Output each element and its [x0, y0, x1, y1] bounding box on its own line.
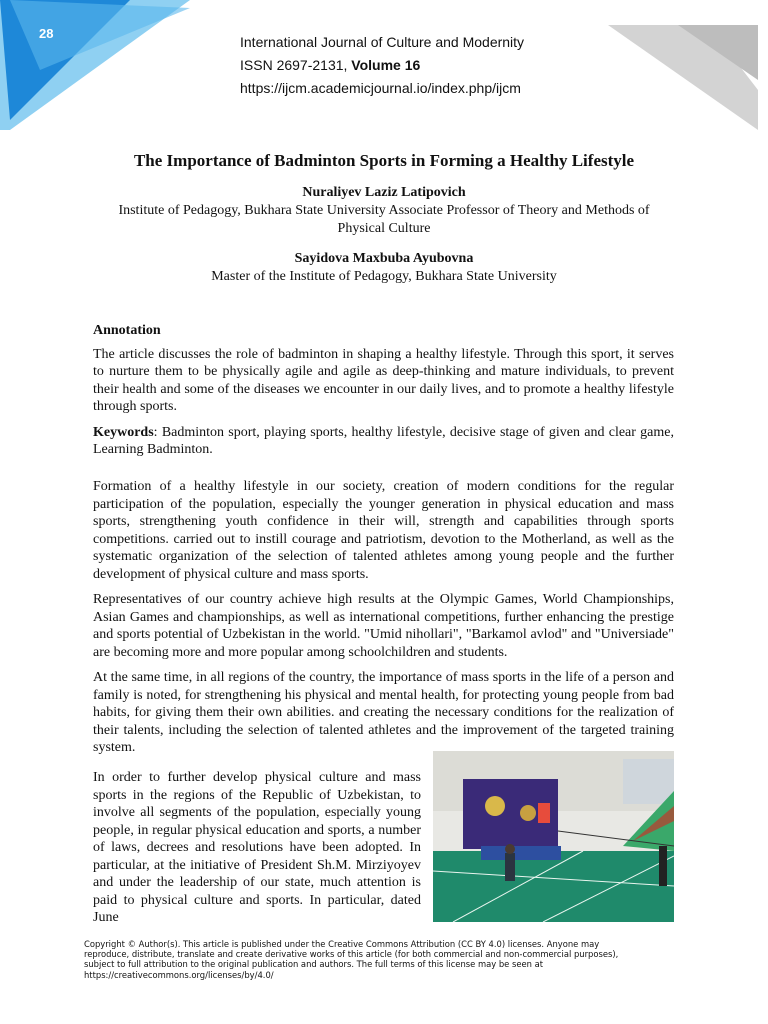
annotation-text: The article discusses the role of badminton in shaping a healthy lifestyle. Through this sport, it serves to nurture them to be physically agile and agile as deep-thinking and mature individuals, to prevent their health and some of the diseases we encounter in our daily lives, and to promote a healthy lifestyle through sports. — [93, 346, 674, 414]
paragraph: At the same time, in all regions of the country, the importance of mass sports in the life of a person and family is noted, for strengthening his physical and mental health, for protecting young people from bad habits, for giving them their own abilities. and creating the necessary conditions for the realization of their talents, including the selection of talented athletes and the improvement of the targeted training system. — [93, 670, 674, 755]
badminton-hall-photo — [433, 751, 674, 922]
article-title: The Importance of Badminton Sports in Forming a Healthy Lifestyle — [133, 151, 635, 170]
paragraph-wrapped: In order to further develop physical culture and mass sports in the regions of the Republic of Uzbekistan, to involve all segments of the population, especially young people, in regular physical education and sports, a number of laws, decrees and resolutions have been adopted. In particular, at the initiative of President Sh.M. Mirziyoyev and under the leadership of our state, much attention is paid to physical culture and sports. In particular, dated June — [93, 770, 421, 925]
body-text — [93, 478, 674, 757]
keywords-label: Keywords — [93, 424, 154, 440]
author-name: Sayidova Maxbuba Ayubovna — [294, 251, 474, 266]
paragraph: Formation of a healthy lifestyle in our society, creation of modern conditions for the regular participation of the population, especially the younger generation in physical education and mass sports, strengthening youth confidence in their will, strength and capabilities through sports competitions. carried out to instill courage and patriotism, devotion to the Motherland, as well as the systematic organization of the selection of talented athletes among young people and the further development of physical culture and mass sports. — [93, 479, 674, 582]
keywords — [93, 424, 674, 459]
author-affiliation: Master of the Institute of Pedagogy, Bukhara State University — [211, 269, 557, 284]
page-number: 28 — [39, 26, 54, 41]
header-corner-decoration-right — [588, 0, 768, 130]
author-name: Nuraliyev Laziz Latipovich — [302, 185, 466, 200]
annotation-section — [93, 322, 674, 459]
annotation-heading: Annotation — [93, 323, 161, 338]
license-footer: Copyright © Author(s). This article is published under the Creative Commons Attribution (CC BY 4.0) licenses. Anyone may reproduce, distribute, translate and create derivative works of this article (for both commercial and non-commercial purposes), subject to full attribution to the original publication and authors. The full terms of this license may be seen at https://creativecommons.org/licenses/by/4.0/ — [84, 939, 619, 980]
header-corner-decoration-left — [0, 0, 200, 130]
author-block-1 — [0, 184, 768, 238]
author-affiliation: Institute of Pedagogy, Bukhara State University Associate Professor of Theory and Methods of Physical Culture — [118, 203, 650, 236]
volume: Volume 16 — [351, 57, 421, 73]
author-block-2 — [0, 250, 768, 286]
journal-name: International Journal of Culture and Modernity — [240, 34, 525, 50]
issn: ISSN 2697-2131, — [240, 57, 352, 73]
paragraph: Representatives of our country achieve high results at the Olympic Games, World Championships, Asian Games and championships, as well as international competitions, further enhancing the prestige and sports potential of Uzbekistan in the world. "Umid nihollari", "Barkamol avlod" and "Universiade" are becoming more and more popular among schoolchildren and students. — [93, 592, 674, 660]
journal-header — [240, 31, 524, 100]
issn-line — [240, 54, 524, 77]
keywords-text: : Badminton sport, playing sports, healthy lifestyle, decisive stage of given and clear game, Learning Badminton. — [93, 424, 674, 457]
journal-url[interactable]: https://ijcm.academicjournal.io/index.php/ijcm — [240, 80, 521, 96]
